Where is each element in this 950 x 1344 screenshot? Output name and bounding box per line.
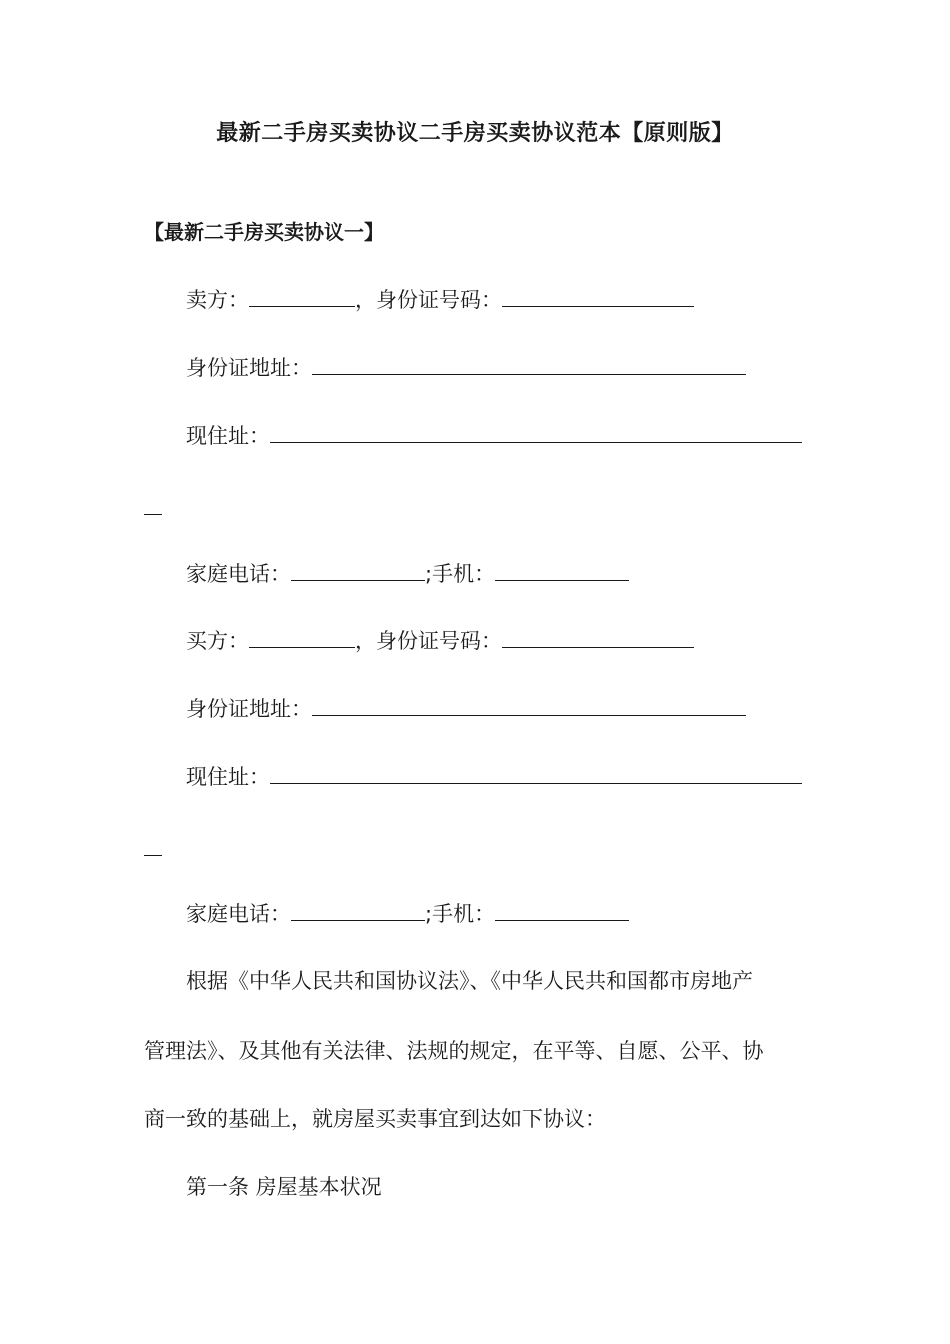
buyer-id-label: ，身份证号码：: [355, 629, 502, 653]
seller-id-address-blank[interactable]: [312, 352, 746, 375]
buyer-name-blank[interactable]: [249, 625, 355, 648]
article-1-heading: 第一条 房屋基本状况: [186, 1175, 382, 1199]
buyer-name-label: 买方：: [186, 629, 249, 653]
seller-home-phone-label: 家庭电话：: [186, 562, 291, 586]
buyer-id-address-label: 身份证地址：: [186, 697, 312, 721]
seller-name-blank[interactable]: [249, 284, 355, 307]
preamble-line-1: 根据《中华人民共和国协议法》、《中华人民共和国都市房地产: [186, 969, 753, 993]
buyer-home-phone-blank[interactable]: [291, 898, 425, 921]
seller-phone-line: [186, 558, 629, 589]
buyer-address-continuation: [144, 855, 162, 856]
buyer-id-address-blank[interactable]: [312, 693, 746, 716]
buyer-current-address-label: 现住址：: [186, 765, 270, 789]
section-heading: 【最新二手房买卖协议一】: [144, 220, 384, 244]
seller-current-address-blank[interactable]: [270, 420, 802, 443]
seller-id-address-line: [186, 352, 746, 383]
seller-home-phone-blank[interactable]: [291, 558, 425, 581]
buyer-mobile-label: ;手机：: [425, 902, 496, 926]
buyer-name-line: [186, 625, 694, 656]
seller-id-address-label: 身份证地址：: [186, 356, 312, 380]
seller-name-label: 卖方：: [186, 288, 249, 312]
seller-current-address-label: 现住址：: [186, 424, 270, 448]
preamble-line-3: 商一致的基础上，就房屋买卖事宜到达如下协议：: [144, 1107, 606, 1131]
seller-name-line: [186, 284, 694, 315]
seller-address-continuation: [144, 514, 162, 515]
buyer-id-blank[interactable]: [502, 625, 694, 648]
seller-id-label: ，身份证号码：: [355, 288, 502, 312]
preamble-line-2: 管理法》、及其他有关法律、法规的规定，在平等、自愿、公平、协: [144, 1039, 764, 1063]
buyer-mobile-blank[interactable]: [495, 898, 629, 921]
buyer-current-address-blank[interactable]: [270, 761, 802, 784]
seller-id-blank[interactable]: [502, 284, 694, 307]
buyer-id-address-line: [186, 693, 746, 724]
buyer-current-address-line: [186, 761, 802, 792]
buyer-home-phone-label: 家庭电话：: [186, 902, 291, 926]
seller-mobile-blank[interactable]: [495, 558, 629, 581]
buyer-phone-line: [186, 898, 629, 929]
document-title: 最新二手房买卖协议二手房买卖协议范本【原则版】: [216, 121, 734, 146]
seller-current-address-line: [186, 420, 802, 451]
seller-mobile-label: ;手机：: [425, 562, 496, 586]
